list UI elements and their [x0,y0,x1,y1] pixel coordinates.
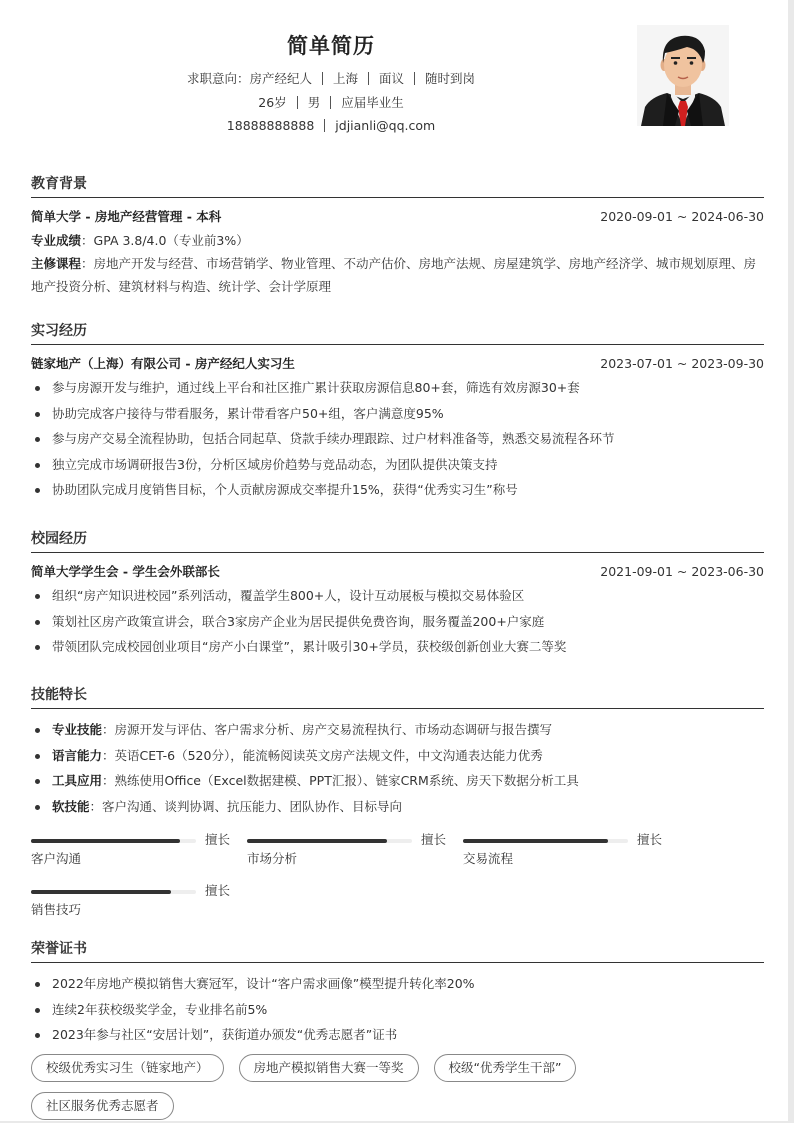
org-role: 简单大学学生会 - 学生会外联部长 [31,564,220,579]
list-item [31,794,764,820]
divider [368,72,369,85]
list-item: 2022年房地产模拟销售大赛冠军，设计“客户需求画像”模型提升转化率20% [31,971,764,997]
progress-track [31,839,196,843]
section-honors [31,939,764,1120]
section-divider [31,552,764,553]
honor-tag: 社区服务优秀志愿者 [31,1092,174,1120]
courses-label: 主修课程 [31,256,82,271]
avatar-illustration-icon [637,25,729,126]
progress-fill [31,839,180,843]
section-skills [31,685,764,931]
company-role: 链家地产（上海）有限公司 - 房产经纪人实习生 [31,356,295,371]
skill-text: ：客户沟通、谈判协调、抗压能力、团队协作、目标导向 [89,798,403,814]
internship-list [31,375,764,503]
internship-entry-header [31,355,764,373]
email: jdjianli@qq.com [335,118,436,133]
avatar-photo [637,25,729,126]
gpa-value: ：GPA 3.8/4.0（专业前3%） [81,233,249,248]
skill-text: ：房源开发与评估、客户需求分析、房产交易流程执行、市场动态调研与报告撰写 [102,722,553,737]
list-item: 连续2年获校级奖学金，专业排名前5% [31,997,764,1023]
list-item [31,717,764,743]
gpa-label: 专业成绩 [31,233,82,248]
progress-fill [31,890,171,894]
skill-bars [31,831,764,931]
progress-track [31,890,196,894]
phone: 18888888888 [226,118,315,133]
progress-track [247,839,412,843]
skill-level: 擅长 [205,883,231,898]
courses-line [31,252,764,298]
skill-bar [31,882,231,922]
skill-bar [247,831,447,871]
list-item: 带领团队完成校园创业项目“房产小白课堂”，累计吸引30+学员，获校级创新创业大赛二等奖 [31,634,764,660]
job-salary: 面议 [379,71,405,86]
progress-fill [463,839,608,843]
skill-level: 擅长 [421,832,447,847]
list-item: 协助完成客户接待与带看服务，累计带看客户50+组，客户满意度95% [31,401,764,427]
honors-list [31,971,764,1048]
section-title: 荣誉证书 [31,941,87,957]
status: 应届毕业生 [341,95,404,110]
section-divider [31,708,764,709]
honor-tag: 校级“优秀学生干部” [434,1054,577,1082]
gpa-line [31,229,764,252]
skill-label: 语言能力 [52,747,103,763]
list-item: 组织“房产知识进校园”系列活动，覆盖学生800+人，设计互动展板与模拟交易体验区 [31,583,764,609]
contact-line [0,117,662,135]
skills-list [31,717,764,819]
skill-level: 擅长 [205,832,231,847]
skill-level: 擅长 [637,832,663,847]
divider [414,72,415,85]
list-item [31,768,764,794]
divider [322,72,323,85]
section-divider [31,197,764,198]
job-city: 上海 [332,71,358,86]
honor-tags [31,1054,671,1120]
job-intent: 求职意向：房产经纪人 [186,71,312,86]
courses-value: ：房地产开发与经营、市场营销学、物业管理、不动产估价、房地产法规、房屋建筑学、房地产经济学、城市规划原理、房地产投资分析、建筑材料与构造、统计学、会计学原理 [31,256,757,294]
list-item: 参与房源开发与维护，通过线上平台和社区推广累计获取房源信息80+套，筛选有效房源30+套 [31,375,764,401]
list-item [31,743,764,769]
campus-list [31,583,764,660]
skill-bar [463,831,663,871]
skill-name: 交易流程 [463,851,514,866]
section-divider [31,962,764,963]
list-item: 策划社区房产政策宣讲会，联合3家房产企业为居民提供免费咨询，服务覆盖200+户家庭 [31,609,764,635]
section-title: 校园经历 [31,531,87,547]
skill-label: 软技能 [52,798,90,814]
skill-bar [31,831,231,871]
honor-tag: 房地产模拟销售大赛一等奖 [239,1054,419,1082]
divider [324,119,325,132]
section-title: 实习经历 [31,323,87,339]
list-item: 协助团队完成月度销售目标，个人贡献房源成交率提升15%，获得“优秀实习生”称号 [31,477,764,503]
honor-tag: 校级优秀实习生（链家地产） [31,1054,224,1082]
resume-header [0,0,788,150]
job-availability: 随时到岗 [425,71,476,86]
section-title: 教育背景 [31,176,87,192]
skill-label: 专业技能 [52,722,103,737]
skill-text: ：英语CET-6（520分），能流畅阅读英文房产法规文件，中文沟通表达能力优秀 [102,747,543,763]
education-entry-header [31,208,764,226]
section-education [31,174,764,298]
internship-date: 2023-07-01 ~ 2023-09-30 [600,356,764,371]
skill-name: 市场分析 [247,851,298,866]
skill-name: 客户沟通 [31,851,82,866]
progress-fill [247,839,387,843]
age: 26岁 [258,95,287,110]
campus-entry-header [31,563,764,581]
section-divider [31,344,764,345]
list-item: 2023年参与社区“安居计划”，获街道办颁发“优秀志愿者”证书 [31,1022,764,1048]
campus-date: 2021-09-01 ~ 2023-06-30 [600,564,764,579]
section-title: 技能特长 [31,687,87,703]
skill-name: 销售技巧 [31,902,82,917]
basic-info-line [0,94,662,112]
skill-label: 工具应用 [52,773,103,788]
education-date: 2020-09-01 ~ 2024-06-30 [600,209,764,224]
progress-track [463,839,628,843]
list-item: 独立完成市场调研报告3份，分析区域房价趋势与竞品动态，为团队提供决策支持 [31,452,764,478]
school-major-degree: 简单大学 - 房地产经营管理 - 本科 [31,209,222,224]
gender: 男 [307,95,321,110]
section-internship [31,321,764,503]
divider [297,96,298,109]
job-intent-line [0,70,662,88]
resume-title: 简单简历 [287,34,375,58]
section-campus [31,529,764,660]
list-item: 参与房产交易全流程协助，包括合同起草、贷款手续办理跟踪、过户材料准备等，熟悉交易流程各环节 [31,426,764,452]
divider [330,96,331,109]
skill-text: ：熟练使用Office（Excel数据建模、PPT汇报）、链家CRM系统、房天下数据分析工具 [102,773,579,788]
